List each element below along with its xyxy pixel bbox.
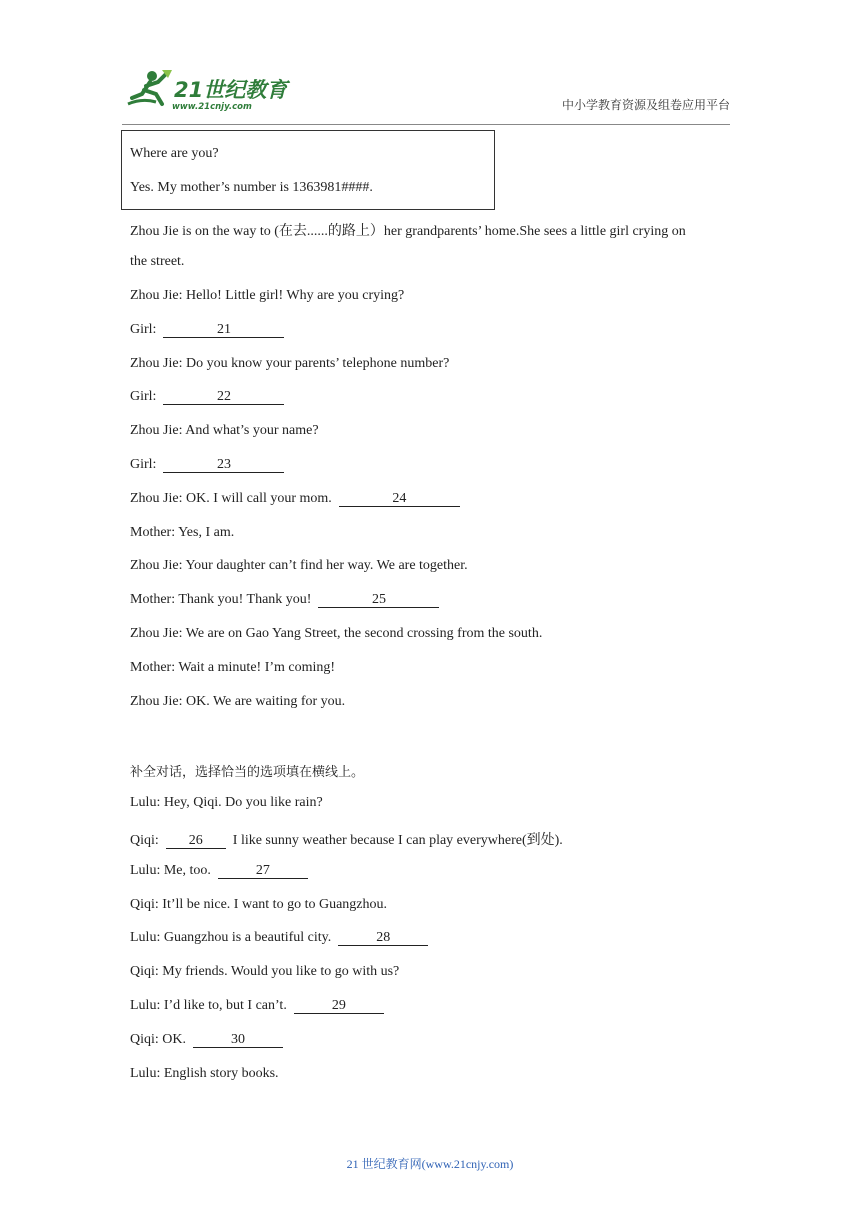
dialog-line: Zhou Jie: We are on Gao Yang Street, the second crossing from the south. [130, 626, 543, 641]
answer-blank-23[interactable]: 23 [163, 458, 284, 473]
answer-blank-22[interactable]: 22 [163, 390, 284, 405]
dialog-line: Zhou Jie: Hello! Little girl! Why are you crying? [130, 288, 405, 303]
dialog-line: Zhou Jie: Do you know your parents’ telephone number? [130, 356, 450, 371]
dialog-line: Qiqi: My friends. Would you like to go with us? [130, 964, 400, 979]
page-footer[interactable]: 21 世纪教育网(www.21cnjy.com) [346, 1157, 514, 1171]
option-line: Where are you? [130, 146, 219, 161]
dialog-line: Zhou Jie: OK. We are waiting for you. [130, 694, 346, 709]
dialog-line: Mother: Wait a minute! I’m coming! [130, 660, 336, 675]
site-logo [122, 68, 292, 116]
dialog-text: Lulu: Me, too. [130, 863, 211, 878]
speaker: Girl: [130, 389, 157, 404]
dialog-text: Lulu: I’d like to, but I can’t. [130, 998, 287, 1013]
speaker: Girl: [130, 322, 157, 337]
dialog-line [130, 322, 284, 338]
dialog-line [130, 491, 460, 507]
logo-text: 21世纪教育 [174, 78, 288, 102]
section-instruction: 补全对话，选择恰当的选项填在横线上。 [130, 765, 365, 780]
option-line: Yes. My mother’s number is 1363981####. [130, 180, 373, 195]
options-box [121, 130, 495, 210]
dialog-line [130, 592, 439, 608]
logo-url: www.21cnjy.com [172, 102, 252, 112]
speaker: Girl: [130, 457, 157, 472]
answer-blank-21[interactable]: 21 [163, 323, 284, 338]
dialog-line [130, 829, 563, 849]
dialog-line [130, 998, 384, 1014]
page-header [0, 0, 860, 125]
dialog-line: Zhou Jie: Your daughter can’t find her way. We are together. [130, 558, 468, 573]
answer-blank-26[interactable]: 26 [166, 834, 226, 849]
platform-name: 中小学教育资源及组卷应用平台 [561, 98, 730, 112]
dialog-line: Lulu: Hey, Qiqi. Do you like rain? [130, 795, 323, 810]
dialog-line [130, 457, 284, 473]
answer-blank-24[interactable]: 24 [339, 492, 460, 507]
dialog-line [130, 863, 308, 879]
dialog-line: Lulu: English story books. [130, 1066, 279, 1081]
dialog-text: I like sunny weather because I can play everywhere(到处). [232, 833, 563, 848]
runner-logo-icon [122, 68, 174, 114]
dialog-line: Qiqi: It’ll be nice. I want to go to Guangzhou. [130, 897, 387, 912]
dialog-line [130, 930, 428, 946]
dialog-text: Lulu: Guangzhou is a beautiful city. [130, 930, 332, 945]
dialog-line [130, 1032, 283, 1048]
answer-blank-30[interactable]: 30 [193, 1033, 283, 1048]
dialog-text: Mother: Thank you! Thank you! [130, 592, 312, 607]
dialog-line: Mother: Yes, I am. [130, 525, 235, 540]
dialog-line [130, 389, 284, 405]
answer-blank-27[interactable]: 27 [218, 864, 308, 879]
dialog-line: Zhou Jie: And what’s your name? [130, 423, 319, 438]
dialog1-intro-a: Zhou Jie is on the way to (在去......的路上）her grandparents’ home.She sees a little girl crying on [130, 224, 686, 239]
speaker: Qiqi: [130, 833, 159, 848]
answer-blank-28[interactable]: 28 [338, 931, 428, 946]
dialog1-intro-b: the street. [130, 254, 185, 269]
dialog-text: Zhou Jie: OK. I will call your mom. [130, 491, 332, 506]
answer-blank-25[interactable]: 25 [318, 593, 439, 608]
answer-blank-29[interactable]: 29 [294, 999, 384, 1014]
header-divider [122, 124, 730, 125]
dialog-text: Qiqi: OK. [130, 1032, 186, 1047]
